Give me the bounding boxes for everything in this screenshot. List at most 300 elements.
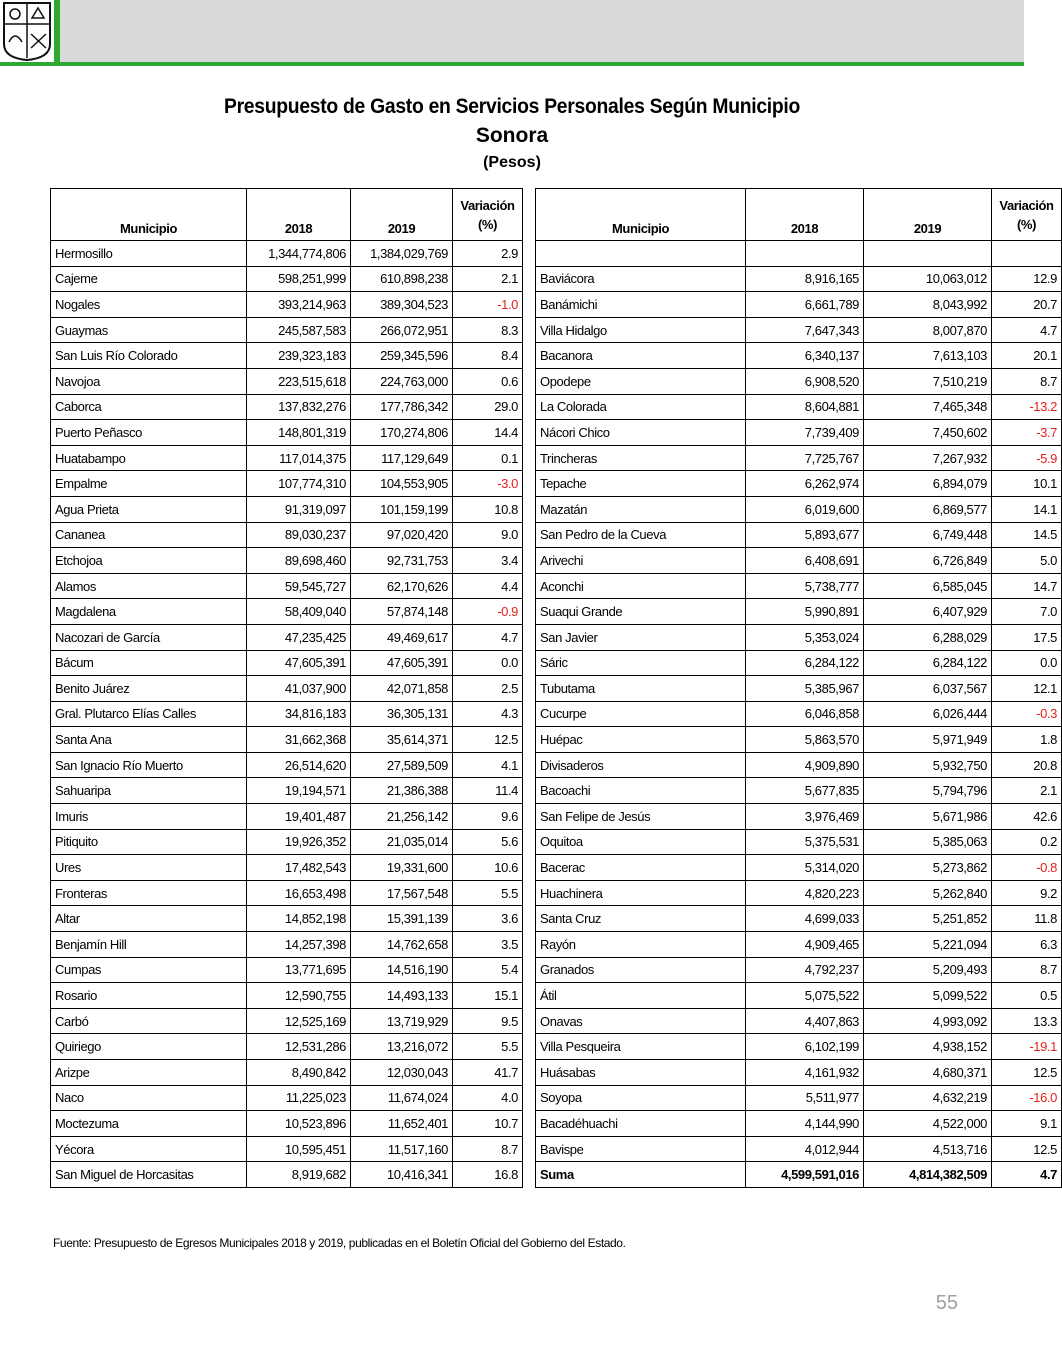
cell-municipio: Arizpe bbox=[51, 1060, 247, 1086]
cell-2019-right: 5,262,840 bbox=[864, 880, 992, 906]
cell-2018-right: 3,976,469 bbox=[746, 804, 864, 830]
cell-2019-right: 6,037,567 bbox=[864, 676, 992, 702]
cell-2018-right: 4,407,863 bbox=[746, 1008, 864, 1034]
cell-variacion-right: -3.7 bbox=[992, 420, 1062, 446]
cell-variacion-right: 10.1 bbox=[992, 471, 1062, 497]
column-gap bbox=[523, 1111, 536, 1137]
cell-municipio: Hermosillo bbox=[51, 241, 247, 267]
column-gap bbox=[523, 880, 536, 906]
cell-variacion-right: 14.7 bbox=[992, 573, 1062, 599]
table-row bbox=[51, 932, 1062, 958]
cell-variacion: 10.8 bbox=[453, 496, 523, 522]
column-gap bbox=[523, 906, 536, 932]
page-number: 55 bbox=[935, 1292, 958, 1314]
cell-municipio-right: Villa Hidalgo bbox=[536, 317, 746, 343]
cell-2018-right: 7,725,767 bbox=[746, 445, 864, 471]
cell-municipio-right: Suma bbox=[536, 1162, 746, 1188]
cell-municipio-right: Bacadéhuachi bbox=[536, 1111, 746, 1137]
table-row bbox=[51, 548, 1062, 574]
cell-2019: 11,652,401 bbox=[351, 1111, 453, 1137]
cell-2019-right: 4,814,382,509 bbox=[864, 1162, 992, 1188]
cell-2019-right: 7,465,348 bbox=[864, 394, 992, 420]
cell-municipio: Caborca bbox=[51, 394, 247, 420]
cell-2019: 27,589,509 bbox=[351, 752, 453, 778]
budget-table bbox=[50, 188, 1062, 1188]
cell-2018-right: 4,599,591,016 bbox=[746, 1162, 864, 1188]
cell-municipio: Ures bbox=[51, 855, 247, 881]
cell-municipio: Sahuaripa bbox=[51, 778, 247, 804]
cell-variacion-right: 12.5 bbox=[992, 1136, 1062, 1162]
cell-2019: 14,516,190 bbox=[351, 957, 453, 983]
cell-2019: 170,274,806 bbox=[351, 420, 453, 446]
cell-2019: 62,170,626 bbox=[351, 573, 453, 599]
table-row bbox=[51, 445, 1062, 471]
variacion-label-right: Variación bbox=[999, 198, 1054, 213]
column-gap bbox=[523, 292, 536, 318]
cell-2019-right bbox=[864, 241, 992, 267]
cell-2019-right: 7,510,219 bbox=[864, 368, 992, 394]
cell-variacion: 0.1 bbox=[453, 445, 523, 471]
cell-2018-right: 5,353,024 bbox=[746, 624, 864, 650]
col-header-variacion bbox=[453, 189, 523, 241]
cell-variacion: 41.7 bbox=[453, 1060, 523, 1086]
cell-variacion: 2.1 bbox=[453, 266, 523, 292]
cell-2019-right: 4,522,000 bbox=[864, 1111, 992, 1137]
cell-variacion-right: 4.7 bbox=[992, 1162, 1062, 1188]
cell-variacion: 4.0 bbox=[453, 1085, 523, 1111]
cell-municipio: San Miguel de Horcasitas bbox=[51, 1162, 247, 1188]
cell-2019: 97,020,420 bbox=[351, 522, 453, 548]
cell-2019: 224,763,000 bbox=[351, 368, 453, 394]
cell-2018: 34,816,183 bbox=[247, 701, 351, 727]
cell-variacion-right: 8.7 bbox=[992, 957, 1062, 983]
cell-2019: 14,493,133 bbox=[351, 983, 453, 1009]
cell-2019: 11,674,024 bbox=[351, 1085, 453, 1111]
cell-2018: 10,595,451 bbox=[247, 1136, 351, 1162]
cell-2018: 12,525,169 bbox=[247, 1008, 351, 1034]
table-row bbox=[51, 266, 1062, 292]
cell-municipio-right: Tubutama bbox=[536, 676, 746, 702]
cell-2019: 21,035,014 bbox=[351, 829, 453, 855]
cell-municipio: Altar bbox=[51, 906, 247, 932]
cell-2019-right: 5,273,862 bbox=[864, 855, 992, 881]
table-row bbox=[51, 1136, 1062, 1162]
table-row bbox=[51, 292, 1062, 318]
cell-municipio-right: Trincheras bbox=[536, 445, 746, 471]
cell-municipio: Quiriego bbox=[51, 1034, 247, 1060]
cell-2019: 36,305,131 bbox=[351, 701, 453, 727]
cell-municipio-right: Sáric bbox=[536, 650, 746, 676]
table-row bbox=[51, 624, 1062, 650]
units-label: (Pesos) bbox=[483, 154, 541, 171]
cell-variacion-right: 5.0 bbox=[992, 548, 1062, 574]
cell-2019: 57,874,148 bbox=[351, 599, 453, 625]
cell-municipio: Yécora bbox=[51, 1136, 247, 1162]
cell-2018: 31,662,368 bbox=[247, 727, 351, 753]
cell-variacion: 5.4 bbox=[453, 957, 523, 983]
cell-2018-right: 6,340,137 bbox=[746, 343, 864, 369]
cell-2018-right: 4,820,223 bbox=[746, 880, 864, 906]
cell-2018: 41,037,900 bbox=[247, 676, 351, 702]
cell-municipio-right: Nácori Chico bbox=[536, 420, 746, 446]
cell-municipio-right: Soyopa bbox=[536, 1085, 746, 1111]
cell-municipio: Agua Prieta bbox=[51, 496, 247, 522]
cell-2019-right: 5,932,750 bbox=[864, 752, 992, 778]
cell-variacion-right: -16.0 bbox=[992, 1085, 1062, 1111]
cell-variacion-right: 12.9 bbox=[992, 266, 1062, 292]
column-gap bbox=[523, 957, 536, 983]
top-banner bbox=[0, 0, 1024, 66]
cell-variacion: 3.4 bbox=[453, 548, 523, 574]
cell-2018: 91,319,097 bbox=[247, 496, 351, 522]
cell-2018-right bbox=[746, 241, 864, 267]
cell-municipio-right: Bacerac bbox=[536, 855, 746, 881]
cell-2019-right: 6,869,577 bbox=[864, 496, 992, 522]
cell-2019-right: 4,993,092 bbox=[864, 1008, 992, 1034]
cell-2018-right: 6,262,974 bbox=[746, 471, 864, 497]
cell-variacion-right: -5.9 bbox=[992, 445, 1062, 471]
cell-variacion-right: 2.1 bbox=[992, 778, 1062, 804]
cell-2018-right: 4,699,033 bbox=[746, 906, 864, 932]
cell-2019-right: 4,632,219 bbox=[864, 1085, 992, 1111]
cell-2019: 101,159,199 bbox=[351, 496, 453, 522]
cell-2018: 12,590,755 bbox=[247, 983, 351, 1009]
cell-municipio-right: San Javier bbox=[536, 624, 746, 650]
cell-variacion: 16.8 bbox=[453, 1162, 523, 1188]
cell-variacion: 4.1 bbox=[453, 752, 523, 778]
cell-2018: 19,401,487 bbox=[247, 804, 351, 830]
cell-municipio: Guaymas bbox=[51, 317, 247, 343]
cell-2018: 59,545,727 bbox=[247, 573, 351, 599]
cell-municipio-right: Santa Cruz bbox=[536, 906, 746, 932]
cell-2019-right: 6,026,444 bbox=[864, 701, 992, 727]
column-gap bbox=[523, 727, 536, 753]
column-gap bbox=[523, 650, 536, 676]
cell-2019-right: 7,267,932 bbox=[864, 445, 992, 471]
cell-2019-right: 6,407,929 bbox=[864, 599, 992, 625]
cell-variacion: 10.7 bbox=[453, 1111, 523, 1137]
cell-2018: 12,531,286 bbox=[247, 1034, 351, 1060]
column-gap bbox=[523, 548, 536, 574]
cell-variacion: 4.4 bbox=[453, 573, 523, 599]
cell-variacion-right: 1.8 bbox=[992, 727, 1062, 753]
cell-2019-right: 4,513,716 bbox=[864, 1136, 992, 1162]
cell-municipio: Magdalena bbox=[51, 599, 247, 625]
column-gap bbox=[523, 624, 536, 650]
cell-2018: 223,515,618 bbox=[247, 368, 351, 394]
cell-2019: 10,416,341 bbox=[351, 1162, 453, 1188]
column-gap bbox=[523, 394, 536, 420]
cell-variacion-right: 7.0 bbox=[992, 599, 1062, 625]
table-row bbox=[51, 343, 1062, 369]
column-gap bbox=[523, 752, 536, 778]
cell-2019: 19,331,600 bbox=[351, 855, 453, 881]
table-row bbox=[51, 1060, 1062, 1086]
column-gap bbox=[523, 1136, 536, 1162]
cell-variacion-right: 20.7 bbox=[992, 292, 1062, 318]
table-row bbox=[51, 804, 1062, 830]
cell-municipio: Nacozari de García bbox=[51, 624, 247, 650]
cell-2018-right: 6,284,122 bbox=[746, 650, 864, 676]
cell-municipio: Alamos bbox=[51, 573, 247, 599]
column-gap bbox=[523, 343, 536, 369]
cell-municipio-right: Huépac bbox=[536, 727, 746, 753]
cell-municipio: Moctezuma bbox=[51, 1111, 247, 1137]
table-row bbox=[51, 1034, 1062, 1060]
cell-2018: 8,490,842 bbox=[247, 1060, 351, 1086]
table-row bbox=[51, 906, 1062, 932]
column-gap bbox=[523, 1008, 536, 1034]
cell-municipio: Nogales bbox=[51, 292, 247, 318]
cell-municipio-right: Baviácora bbox=[536, 266, 746, 292]
cell-municipio-right: Rayón bbox=[536, 932, 746, 958]
cell-municipio-right: Aconchi bbox=[536, 573, 746, 599]
column-gap bbox=[523, 778, 536, 804]
cell-variacion-right: 14.5 bbox=[992, 522, 1062, 548]
cell-municipio-right: Arivechi bbox=[536, 548, 746, 574]
cell-2018-right: 4,144,990 bbox=[746, 1111, 864, 1137]
cell-2018: 26,514,620 bbox=[247, 752, 351, 778]
cell-variacion-right: -0.8 bbox=[992, 855, 1062, 881]
table-row bbox=[51, 752, 1062, 778]
cell-2018: 137,832,276 bbox=[247, 394, 351, 420]
table-row bbox=[51, 496, 1062, 522]
table-row bbox=[51, 599, 1062, 625]
variacion-label: Variación bbox=[460, 198, 515, 213]
cell-municipio: Navojoa bbox=[51, 368, 247, 394]
cell-variacion: 5.5 bbox=[453, 880, 523, 906]
cell-variacion-right: 13.3 bbox=[992, 1008, 1062, 1034]
cell-2019-right: 6,585,045 bbox=[864, 573, 992, 599]
cell-variacion: 5.6 bbox=[453, 829, 523, 855]
col-header-municipio-right: Municipio bbox=[536, 189, 746, 241]
cell-2019: 177,786,342 bbox=[351, 394, 453, 420]
cell-2019-right: 10,063,012 bbox=[864, 266, 992, 292]
cell-2019-right: 5,671,986 bbox=[864, 804, 992, 830]
cell-2019: 117,129,649 bbox=[351, 445, 453, 471]
cell-2018-right: 5,511,977 bbox=[746, 1085, 864, 1111]
cell-2019: 21,256,142 bbox=[351, 804, 453, 830]
cell-2018-right: 6,102,199 bbox=[746, 1034, 864, 1060]
cell-2018-right: 5,314,020 bbox=[746, 855, 864, 881]
cell-2018-right: 4,161,932 bbox=[746, 1060, 864, 1086]
cell-2018-right: 5,863,570 bbox=[746, 727, 864, 753]
cell-municipio: Cajeme bbox=[51, 266, 247, 292]
cell-municipio: Cananea bbox=[51, 522, 247, 548]
cell-2019: 42,071,858 bbox=[351, 676, 453, 702]
cell-2019: 92,731,753 bbox=[351, 548, 453, 574]
column-gap bbox=[523, 241, 536, 267]
cell-variacion-right: 12.1 bbox=[992, 676, 1062, 702]
cell-2019-right: 6,894,079 bbox=[864, 471, 992, 497]
cell-variacion-right: -13.2 bbox=[992, 394, 1062, 420]
cell-variacion: 9.0 bbox=[453, 522, 523, 548]
cell-2018: 393,214,963 bbox=[247, 292, 351, 318]
cell-2019-right: 5,385,063 bbox=[864, 829, 992, 855]
cell-variacion: 9.6 bbox=[453, 804, 523, 830]
cell-municipio-right: Cucurpe bbox=[536, 701, 746, 727]
cell-municipio-right: Opodepe bbox=[536, 368, 746, 394]
cell-variacion: 4.7 bbox=[453, 624, 523, 650]
cell-variacion: 10.6 bbox=[453, 855, 523, 881]
cell-2018-right: 5,738,777 bbox=[746, 573, 864, 599]
cell-2018-right: 7,739,409 bbox=[746, 420, 864, 446]
table-row bbox=[51, 241, 1062, 267]
cell-municipio: San Luis Río Colorado bbox=[51, 343, 247, 369]
column-gap bbox=[523, 1060, 536, 1086]
cell-municipio-right: Mazatán bbox=[536, 496, 746, 522]
cell-variacion: 8.4 bbox=[453, 343, 523, 369]
cell-variacion: 0.6 bbox=[453, 368, 523, 394]
table-row bbox=[51, 957, 1062, 983]
cell-municipio-right: San Felipe de Jesús bbox=[536, 804, 746, 830]
cell-2018-right: 4,909,465 bbox=[746, 932, 864, 958]
cell-municipio: Fronteras bbox=[51, 880, 247, 906]
cell-2019: 17,567,548 bbox=[351, 880, 453, 906]
cell-2018: 17,482,543 bbox=[247, 855, 351, 881]
cell-2018-right: 5,375,531 bbox=[746, 829, 864, 855]
cell-variacion-right: 0.2 bbox=[992, 829, 1062, 855]
title-block bbox=[0, 92, 1024, 176]
cell-municipio-right: Bavispe bbox=[536, 1136, 746, 1162]
cell-variacion: 29.0 bbox=[453, 394, 523, 420]
cell-variacion-right: 9.1 bbox=[992, 1111, 1062, 1137]
column-gap bbox=[523, 983, 536, 1009]
cell-variacion-right: -0.3 bbox=[992, 701, 1062, 727]
cell-variacion: 2.9 bbox=[453, 241, 523, 267]
cell-2019-right: 8,007,870 bbox=[864, 317, 992, 343]
cell-2018-right: 6,908,520 bbox=[746, 368, 864, 394]
cell-variacion-right: 12.5 bbox=[992, 1060, 1062, 1086]
cell-municipio-right: Átil bbox=[536, 983, 746, 1009]
cell-2019-right: 5,221,094 bbox=[864, 932, 992, 958]
cell-municipio: Benjamín Hill bbox=[51, 932, 247, 958]
cell-variacion-right: 8.7 bbox=[992, 368, 1062, 394]
page-subtitle: Sonora bbox=[475, 124, 549, 147]
cell-2018-right: 5,677,835 bbox=[746, 778, 864, 804]
cell-2019-right: 6,284,122 bbox=[864, 650, 992, 676]
column-gap bbox=[523, 829, 536, 855]
cell-2018-right: 8,604,881 bbox=[746, 394, 864, 420]
cell-2019: 21,386,388 bbox=[351, 778, 453, 804]
column-gap bbox=[523, 1085, 536, 1111]
cell-variacion: 12.5 bbox=[453, 727, 523, 753]
column-gap bbox=[523, 1034, 536, 1060]
cell-variacion: 3.5 bbox=[453, 932, 523, 958]
cell-municipio-right: Oquitoa bbox=[536, 829, 746, 855]
page-title: Presupuesto de Gasto en Servicios Personales Según Municipio bbox=[223, 95, 801, 118]
cell-municipio-right: Bacanora bbox=[536, 343, 746, 369]
cell-2018-right: 6,408,691 bbox=[746, 548, 864, 574]
table-row bbox=[51, 727, 1062, 753]
cell-2019-right: 5,209,493 bbox=[864, 957, 992, 983]
cell-2018-right: 5,893,677 bbox=[746, 522, 864, 548]
table-row bbox=[51, 855, 1062, 881]
col-header-2019: 2019 bbox=[351, 189, 453, 241]
cell-2019: 266,072,951 bbox=[351, 317, 453, 343]
table-row bbox=[51, 701, 1062, 727]
variacion-unit: (%) bbox=[477, 217, 498, 232]
table-row bbox=[51, 1085, 1062, 1111]
table-row bbox=[51, 650, 1062, 676]
cell-2019: 35,614,371 bbox=[351, 727, 453, 753]
cell-municipio: Huatabampo bbox=[51, 445, 247, 471]
cell-2019: 13,216,072 bbox=[351, 1034, 453, 1060]
cell-2018-right: 4,792,237 bbox=[746, 957, 864, 983]
table-row bbox=[51, 317, 1062, 343]
cell-2018: 11,225,023 bbox=[247, 1085, 351, 1111]
col-header-2018: 2018 bbox=[247, 189, 351, 241]
table-row bbox=[51, 368, 1062, 394]
cell-2019: 12,030,043 bbox=[351, 1060, 453, 1086]
cell-variacion: -1.0 bbox=[453, 292, 523, 318]
cell-variacion-right: 6.3 bbox=[992, 932, 1062, 958]
cell-variacion: 4.3 bbox=[453, 701, 523, 727]
cell-variacion-right: 9.2 bbox=[992, 880, 1062, 906]
table-row bbox=[51, 420, 1062, 446]
col-header-variacion-right bbox=[992, 189, 1062, 241]
column-gap bbox=[523, 855, 536, 881]
cell-municipio: Santa Ana bbox=[51, 727, 247, 753]
cell-2019: 389,304,523 bbox=[351, 292, 453, 318]
cell-municipio-right: Banámichi bbox=[536, 292, 746, 318]
cell-2018: 148,801,319 bbox=[247, 420, 351, 446]
column-gap bbox=[523, 266, 536, 292]
table-row bbox=[51, 983, 1062, 1009]
cell-2019: 610,898,238 bbox=[351, 266, 453, 292]
cell-variacion-right: 0.0 bbox=[992, 650, 1062, 676]
cell-municipio-right bbox=[536, 241, 746, 267]
cell-2018: 10,523,896 bbox=[247, 1111, 351, 1137]
cell-2018: 47,605,391 bbox=[247, 650, 351, 676]
cell-variacion-right: 11.8 bbox=[992, 906, 1062, 932]
cell-2018: 1,344,774,806 bbox=[247, 241, 351, 267]
column-gap bbox=[523, 420, 536, 446]
cell-municipio: Cumpas bbox=[51, 957, 247, 983]
cell-municipio: Puerto Peñasco bbox=[51, 420, 247, 446]
column-gap bbox=[523, 471, 536, 497]
cell-municipio-right: Suaqui Grande bbox=[536, 599, 746, 625]
col-header-2019-right: 2019 bbox=[864, 189, 992, 241]
seal-icon bbox=[0, 0, 54, 62]
cell-municipio-right: Huásabas bbox=[536, 1060, 746, 1086]
column-gap bbox=[523, 522, 536, 548]
cell-municipio-right: Onavas bbox=[536, 1008, 746, 1034]
cell-variacion: 9.5 bbox=[453, 1008, 523, 1034]
cell-2018: 89,030,237 bbox=[247, 522, 351, 548]
table-row bbox=[51, 522, 1062, 548]
table-row bbox=[51, 573, 1062, 599]
cell-2018-right: 7,647,343 bbox=[746, 317, 864, 343]
cell-variacion-right: -19.1 bbox=[992, 1034, 1062, 1060]
cell-2018: 19,194,571 bbox=[247, 778, 351, 804]
cell-2019-right: 4,680,371 bbox=[864, 1060, 992, 1086]
cell-2018-right: 6,046,858 bbox=[746, 701, 864, 727]
column-gap bbox=[523, 189, 536, 241]
cell-2019: 49,469,617 bbox=[351, 624, 453, 650]
cell-2019: 259,345,596 bbox=[351, 343, 453, 369]
cell-2019-right: 4,938,152 bbox=[864, 1034, 992, 1060]
cell-municipio-right: La Colorada bbox=[536, 394, 746, 420]
cell-variacion: -3.0 bbox=[453, 471, 523, 497]
cell-municipio: Rosario bbox=[51, 983, 247, 1009]
cell-2018-right: 6,661,789 bbox=[746, 292, 864, 318]
table-row bbox=[51, 1111, 1062, 1137]
cell-municipio-right: Bacoachi bbox=[536, 778, 746, 804]
cell-2018-right: 5,990,891 bbox=[746, 599, 864, 625]
column-gap bbox=[523, 317, 536, 343]
cell-variacion: 2.5 bbox=[453, 676, 523, 702]
